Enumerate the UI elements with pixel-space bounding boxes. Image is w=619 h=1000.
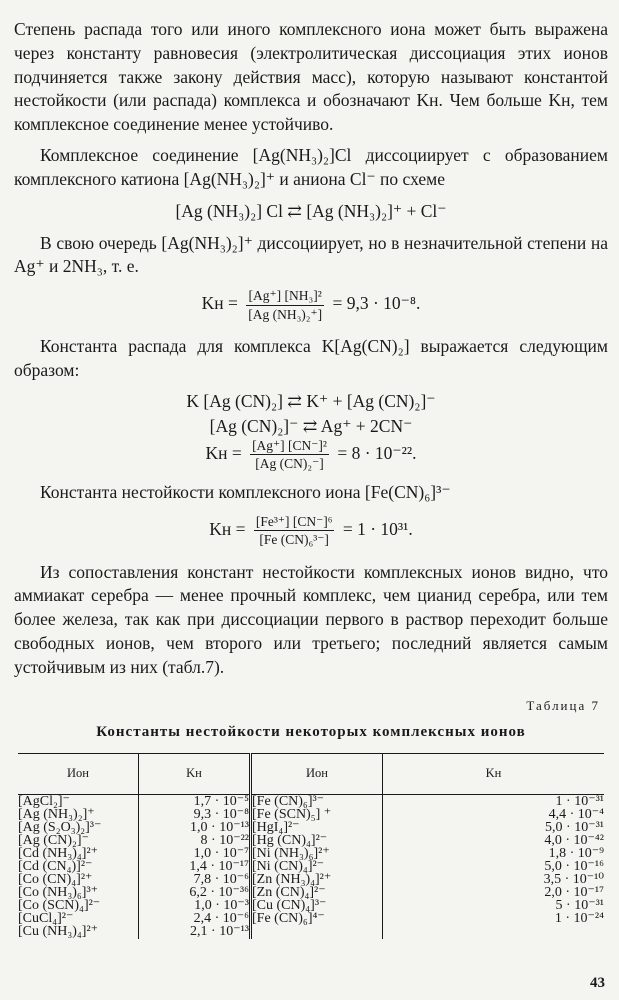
fraction-denominator: [Fe (CN)₆³⁻] (259, 532, 329, 548)
right-k-cell: 5,0 · 10⁻³¹ (545, 819, 604, 835)
fraction-numerator: [Ag⁺] [CN⁻]² (250, 439, 329, 456)
right-ion-cell: [HgI₄]²⁻ (252, 819, 300, 835)
header-k-left: Kн (139, 753, 251, 794)
fraction (254, 515, 335, 547)
left-k-cell: 2,4 · 10⁻⁶ (193, 911, 249, 927)
table-number: Таблица 7 (526, 697, 600, 713)
right-ion-column (251, 794, 383, 939)
equation-k-ag-cyanide: K [Ag (CN)₂] ⇄ K⁺ + [Ag (CN)₂]⁻ (186, 390, 436, 411)
header-ion-left: Ион (18, 753, 139, 794)
table-body-row (18, 794, 604, 939)
left-k-cell: 1,4 · 10⁻¹⁷ (189, 859, 249, 875)
left-ion-cell: [AgCl₂]⁻ (18, 793, 70, 809)
right-k-cell: 1 · 10⁻³¹ (555, 793, 604, 809)
formula-lhs: Kн = (209, 518, 246, 539)
right-ion-cell: [Ni (NH₃)₆]²⁺ (252, 845, 330, 861)
paragraph-ag-ammine-dissociation: Комплексное соединение [Ag(NH₃)₂]Cl диссоциирует с образованием комплексного катиона [Ag(NH₃)₂]⁺ и аниона Cl⁻ по схеме (14, 144, 608, 189)
formula-k-ag-cyanide (14, 439, 608, 471)
left-ion-cell: [Co (SCN)₄]²⁻ (18, 898, 101, 914)
left-ion-cell: [Cd (NH₃)₄]²⁺ (18, 845, 99, 861)
right-ion-cell: [Fe (SCN)₅] ⁺ (252, 806, 332, 822)
right-ion-cell: [Cu (CN)₄]³⁻ (252, 898, 327, 914)
left-ion-cell: [Cu (NH₃)₄]²⁺ (18, 924, 99, 940)
right-ion-cell: [Hg (CN)₄]²⁻ (252, 832, 328, 848)
right-k-cell: 1,8 · 10⁻⁹ (548, 845, 604, 861)
right-k-cell: 1 · 10⁻²⁴ (554, 911, 604, 927)
left-ion-cell: [Ag (CN)₂]⁻ (18, 832, 89, 848)
fraction (250, 439, 329, 471)
left-ion-cell: [Cd (CN₄)]²⁻ (18, 859, 93, 875)
left-ion-cell: [CuCl₄]²⁻ (18, 911, 74, 927)
left-ion-cell: [Ag (NH₃)₂]⁺ (18, 806, 95, 822)
left-ion-cell: [Co (CN)₄]²⁺ (18, 872, 93, 888)
page-body (14, 18, 608, 939)
left-k-cell: 1,0 · 10⁻³ (194, 898, 249, 914)
constants-table (18, 753, 604, 939)
left-k-column (139, 794, 251, 939)
formula-rhs: = 1 · 10³¹. (342, 518, 413, 539)
paragraph-comparison: Из сопоставления констант нестойкости комплексных ионов видно, что аммиакат серебра — менее прочный комплекс, чем цианид серебра, или тем более железа, так как при диссоциации первого в раствор переходит больше свободных ионов, чем второго или третьего; последний является самым устойчивым из них (табл.7). (14, 561, 608, 677)
left-k-cell: 9,3 · 10⁻⁸ (193, 806, 249, 822)
right-k-cell: 4,0 · 10⁻⁴² (544, 832, 604, 848)
left-k-cell: 1,0 · 10⁻⁷ (193, 845, 249, 861)
left-ion-cell: [Ag (S₂O₃)₂]³⁻ (18, 819, 102, 835)
left-ion-cell: [Co (NH₃)₆]³⁺ (18, 885, 99, 901)
right-k-column (383, 794, 605, 939)
table-header-row (18, 753, 604, 794)
right-ion-cell: [Zn (CN)₄]²⁻ (252, 885, 326, 901)
equation-group-ag-cyanide (14, 389, 608, 471)
right-k-cell: 4,4 · 10⁻⁴ (548, 806, 604, 822)
left-k-cell: 2,1 · 10⁻¹³ (190, 924, 249, 940)
equation-ag-ammine-chloride: [Ag (NH₃)₂] Cl ⇄ [Ag (NH₃)₂]⁺ + Cl⁻ (175, 200, 447, 221)
right-k-cell: 2,0 · 10⁻¹⁷ (544, 885, 604, 901)
fraction (246, 289, 324, 321)
header-k-right: Kн (383, 753, 605, 794)
paragraph-dissociation-constant: Степень распада того или иного комплексного иона может быть выражена через константу равновесия (электролитическая диссоциация этих ионов подчиняется также закону действия масс), которую называют константой нестойкости (или распада) комплекса и обозначают Kн. Чем больше Kн, тем комплексное соединение менее устойчиво. (14, 19, 608, 135)
left-k-cell: 6,2 · 10⁻³⁶ (189, 885, 249, 901)
paragraph-ag-ammine-cation: В свою очередь [Ag(NH₃)₂]⁺ диссоциирует, но в незначительной степени на Ag⁺ и 2NH₃, т. е. (14, 232, 608, 277)
left-k-cell: 1,0 · 10⁻¹³ (190, 819, 249, 835)
fraction-numerator: [Fe³⁺] [CN⁻]⁶ (254, 515, 335, 532)
fraction-denominator: [Ag (CN)₂⁻] (255, 456, 324, 472)
formula-rhs: = 8 · 10⁻²². (337, 442, 417, 463)
right-ion-cell: [Fe (CN)₆]³⁻ (252, 793, 325, 809)
left-k-cell: 1,7 · 10⁻⁵ (193, 793, 249, 809)
formula-rhs: = 9,3 · 10⁻⁸. (332, 293, 421, 314)
right-k-cell: 3,5 · 10⁻¹⁰ (543, 872, 604, 888)
formula-lhs: Kн = (201, 293, 238, 314)
right-ion-cell: [Fe (CN)₆]⁴⁻ (252, 911, 325, 927)
equation-ag-cyanide-anion: [Ag (CN)₂]⁻ ⇄ Ag⁺ + 2CN⁻ (209, 415, 413, 436)
fraction-numerator: [Ag⁺] [NH₃]² (246, 289, 324, 306)
right-ion-cell: [Ni (CN)₄]²⁻ (252, 859, 325, 875)
table-title: Константы нестойкости некоторых комплексных ионов (96, 723, 526, 740)
right-ion-cell: [Zn (NH₃)₄]²⁺ (252, 872, 332, 888)
left-ion-column (18, 794, 139, 939)
right-k-cell: 5,0 · 10⁻¹⁶ (544, 859, 604, 875)
page-number: 43 (590, 975, 605, 991)
left-k-cell: 7,8 · 10⁻⁶ (193, 872, 249, 888)
fraction-denominator: [Ag (NH₃)₂⁺] (248, 306, 323, 322)
header-ion-right: Ион (251, 753, 383, 794)
left-k-cell: 8 · 10⁻²² (200, 832, 249, 848)
formula-k-fe-cyanide (14, 515, 608, 547)
formula-lhs: Kн = (205, 442, 242, 463)
formula-k-ag-ammine (14, 289, 608, 321)
right-k-cell: 5 · 10⁻³¹ (555, 898, 604, 914)
paragraph-fe-cyanide: Константа нестойкости комплексного иона [Fe(CN)₆]³⁻ (40, 481, 451, 502)
paragraph-ag-cyanide: Константа распада для комплекса K[Ag(CN)₂] выражается следующим образом: (14, 336, 608, 380)
